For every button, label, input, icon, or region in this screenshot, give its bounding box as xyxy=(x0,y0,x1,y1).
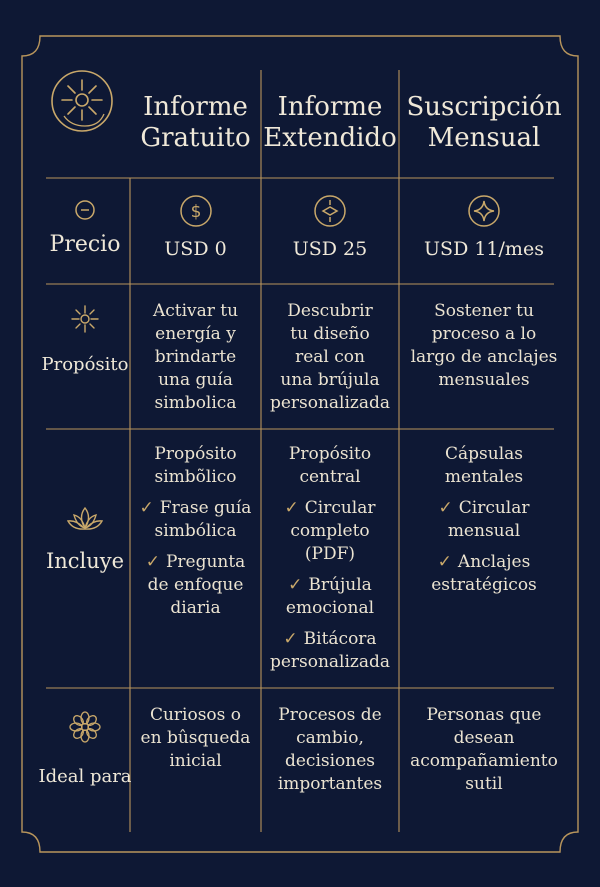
text-line: Curiosos o xyxy=(149,705,242,725)
star-circle-icon xyxy=(467,194,501,228)
include-item xyxy=(270,628,390,674)
check-icon: ✓ xyxy=(283,629,298,649)
text-line: Procesos de xyxy=(278,705,382,725)
ideal-free xyxy=(130,704,261,773)
intro-line: Propósito xyxy=(288,444,372,464)
purpose-free xyxy=(130,300,261,415)
include-item xyxy=(431,551,537,597)
ideal-label: Ideal para xyxy=(38,766,132,787)
intro-line: central xyxy=(299,467,361,487)
header-line: Informe xyxy=(143,92,248,122)
includes-extended xyxy=(261,443,399,674)
column-header-free xyxy=(130,92,261,154)
purpose-extended xyxy=(261,300,399,415)
svg-text:$: $ xyxy=(190,202,201,222)
header-line: Gratuito xyxy=(140,123,251,153)
minus-circle-icon xyxy=(73,198,97,222)
price-value: USD 25 xyxy=(292,238,368,260)
text-line: simbolica xyxy=(154,393,237,413)
text-line: Activar tu xyxy=(152,301,239,321)
text-line: Brújula xyxy=(308,575,372,595)
includes-free xyxy=(130,443,261,620)
text-line: proceso a lo xyxy=(431,324,537,344)
purpose-monthly xyxy=(399,300,569,392)
check-icon: ✓ xyxy=(284,498,299,518)
include-item xyxy=(439,497,530,543)
text-line: cambio, xyxy=(296,728,364,748)
row-label-includes xyxy=(38,505,132,573)
text-line: largo de anclajes xyxy=(410,347,558,367)
include-item xyxy=(286,574,374,620)
text-line: Personas que xyxy=(426,705,542,725)
text-line: completo xyxy=(290,521,370,541)
compass-circle-icon xyxy=(313,194,347,228)
text-line: en bûsqueda xyxy=(140,728,251,748)
intro-line: simbõlico xyxy=(154,467,237,487)
row-label-price xyxy=(40,198,130,257)
text-line: Bitácora xyxy=(303,629,377,649)
includes-label: Incluye xyxy=(45,549,125,573)
sun-emblem-icon xyxy=(49,68,115,134)
check-icon: ✓ xyxy=(437,552,452,572)
text-line: sutil xyxy=(465,774,503,794)
header-line: Informe xyxy=(277,92,383,122)
row-label-ideal xyxy=(38,710,132,787)
text-line: diaria xyxy=(170,598,221,618)
intro-line: mentales xyxy=(444,467,524,487)
text-line: una brújula xyxy=(280,370,380,390)
text-line: Descubrir xyxy=(287,301,373,321)
intro-line: Cápsulas xyxy=(445,444,523,464)
text-line: estratégicos xyxy=(431,575,537,595)
text-line: una guía xyxy=(158,370,233,390)
text-line: inicial xyxy=(169,751,222,771)
flower-icon xyxy=(68,710,102,744)
column-header-extended xyxy=(261,92,399,154)
text-line: energía y xyxy=(155,324,236,344)
text-line: tu diseño xyxy=(290,324,370,344)
text-line: Frase guía xyxy=(159,498,252,518)
check-icon: ✓ xyxy=(145,552,160,572)
price-monthly xyxy=(399,194,569,260)
header-line: Extendido xyxy=(263,123,397,153)
price-value: USD 11/mes xyxy=(424,238,544,260)
include-item xyxy=(140,497,252,543)
text-line: emocional xyxy=(285,598,375,618)
text-line: desean xyxy=(453,728,515,748)
text-line: acompañamiento xyxy=(410,751,558,771)
sun-star-icon xyxy=(70,304,100,334)
price-free xyxy=(130,194,261,260)
header-line: Suscripción xyxy=(406,92,562,122)
purpose-label: Propósito xyxy=(41,354,129,375)
text-line: real con xyxy=(295,347,365,367)
include-item xyxy=(146,551,246,620)
text-line: Anclajes xyxy=(457,552,531,572)
price-extended xyxy=(261,194,399,260)
column-header-monthly xyxy=(399,92,569,154)
check-icon: ✓ xyxy=(139,498,154,518)
check-icon: ✓ xyxy=(438,498,453,518)
dollar-circle-icon xyxy=(179,194,213,228)
text-line: Circular xyxy=(458,498,530,518)
text-line: importantes xyxy=(277,774,383,794)
text-line: Sostener tu xyxy=(434,301,534,321)
include-item xyxy=(285,497,376,566)
header-line: Mensual xyxy=(427,123,541,153)
text-line: de enfoque xyxy=(147,575,244,595)
text-line: personalizada xyxy=(269,393,391,413)
text-line: Circular xyxy=(304,498,376,518)
text-line: (PDF) xyxy=(304,544,356,564)
text-line: simbólica xyxy=(154,521,237,541)
includes-monthly xyxy=(399,443,569,597)
ideal-extended xyxy=(261,704,399,796)
text-line: personalizada xyxy=(269,652,391,672)
text-line: Pregunta xyxy=(165,552,246,572)
ideal-monthly xyxy=(399,704,569,796)
row-label-purpose xyxy=(38,304,132,375)
check-icon: ✓ xyxy=(288,575,303,595)
text-line: decisiones xyxy=(284,751,376,771)
text-line: mensual xyxy=(447,521,521,541)
intro-line: Propósito xyxy=(154,444,237,464)
price-label: Precio xyxy=(49,232,121,257)
lotus-icon xyxy=(65,505,105,533)
price-value: USD 0 xyxy=(164,238,227,260)
text-line: mensuales xyxy=(438,370,530,390)
text-line: brindarte xyxy=(154,347,237,367)
